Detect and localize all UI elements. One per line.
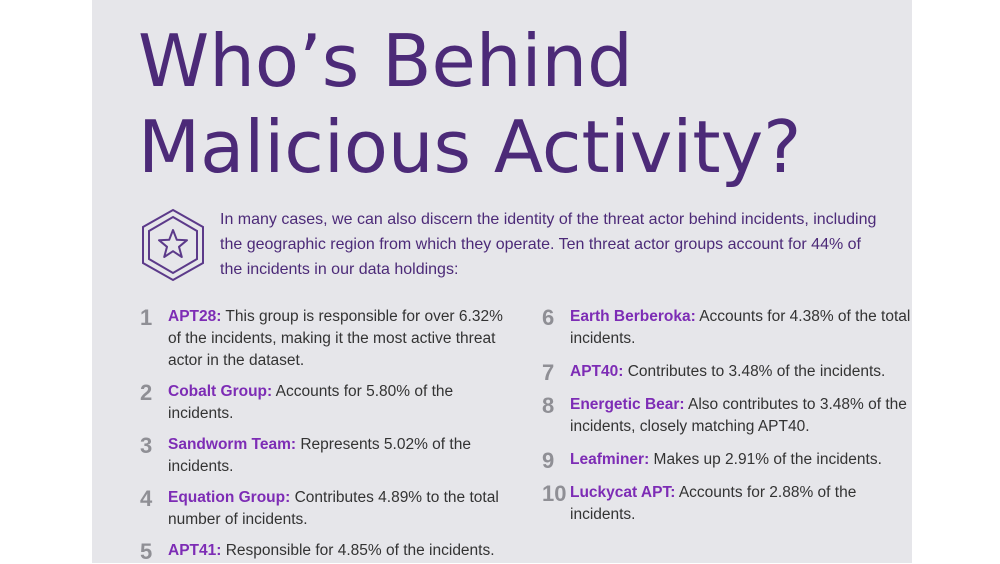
- actor-name: APT28:: [168, 308, 222, 325]
- intro-paragraph: In many cases, we can also discern the identity of the threat actor behind incidents, including the geographic region from which they operate. Ten threat actor groups account for 44% of the incidents in our data holdings:: [220, 211, 877, 278]
- list-item: [542, 361, 912, 383]
- list-item: [542, 482, 912, 526]
- actor-description: Makes up 2.91% of the incidents.: [649, 451, 882, 468]
- actor-name: Sandworm Team:: [168, 436, 297, 453]
- actor-list-right: [542, 306, 912, 526]
- actor-name: APT40:: [570, 363, 624, 380]
- item-number: 2: [140, 380, 153, 405]
- actor-description: Responsible for 4.85% of the incidents.: [221, 542, 495, 559]
- list-item: [542, 306, 912, 350]
- actor-name: Luckycat APT:: [570, 484, 676, 501]
- page-title: [138, 18, 801, 190]
- list-item: [542, 394, 912, 438]
- actor-name: Earth Berberoka:: [570, 308, 696, 325]
- actor-name: Energetic Bear:: [570, 396, 685, 413]
- item-number: 3: [140, 433, 153, 458]
- item-number: 1: [140, 305, 153, 330]
- item-number: 5: [140, 539, 153, 564]
- list-item: [140, 381, 510, 425]
- title-line-1: Who’s Behind: [138, 19, 633, 103]
- list-item: [542, 449, 912, 471]
- actor-list-left: [140, 306, 510, 562]
- actor-description: Accounts for 4.38% of the total incidents.: [570, 308, 911, 347]
- actor-description: Accounts for 2.88% of the incidents.: [570, 484, 857, 523]
- actor-description: This group is responsible for over 6.32% of the incidents, making it the most active threat actor in the dataset.: [168, 308, 503, 369]
- item-number: 7: [542, 360, 555, 385]
- item-number: 10: [542, 481, 567, 506]
- list-item: [140, 306, 510, 372]
- actor-name: Cobalt Group:: [168, 383, 273, 400]
- actor-name: Equation Group:: [168, 489, 291, 506]
- actor-description: Represents 5.02% of the incidents.: [168, 436, 471, 475]
- actor-name: APT41:: [168, 542, 222, 559]
- actor-description: Accounts for 5.80% of the incidents.: [168, 383, 454, 422]
- item-number: 9: [542, 448, 555, 473]
- item-number: 8: [542, 393, 555, 418]
- content-panel: [92, 0, 912, 563]
- actor-description: Also contributes to 3.48% of the incidents, closely matching APT40.: [570, 396, 907, 435]
- item-number: 4: [140, 486, 153, 511]
- list-item: [140, 487, 510, 531]
- list-item: [140, 434, 510, 478]
- actor-description: Contributes 4.89% to the total number of incidents.: [168, 489, 499, 528]
- actor-name: Leafminer:: [570, 451, 650, 468]
- actor-description: Contributes to 3.48% of the incidents.: [623, 363, 886, 380]
- star-hexagon-icon: [140, 208, 206, 282]
- item-number: 6: [542, 305, 555, 330]
- title-line-2: Malicious Activity?: [138, 105, 802, 189]
- list-item: [140, 540, 510, 562]
